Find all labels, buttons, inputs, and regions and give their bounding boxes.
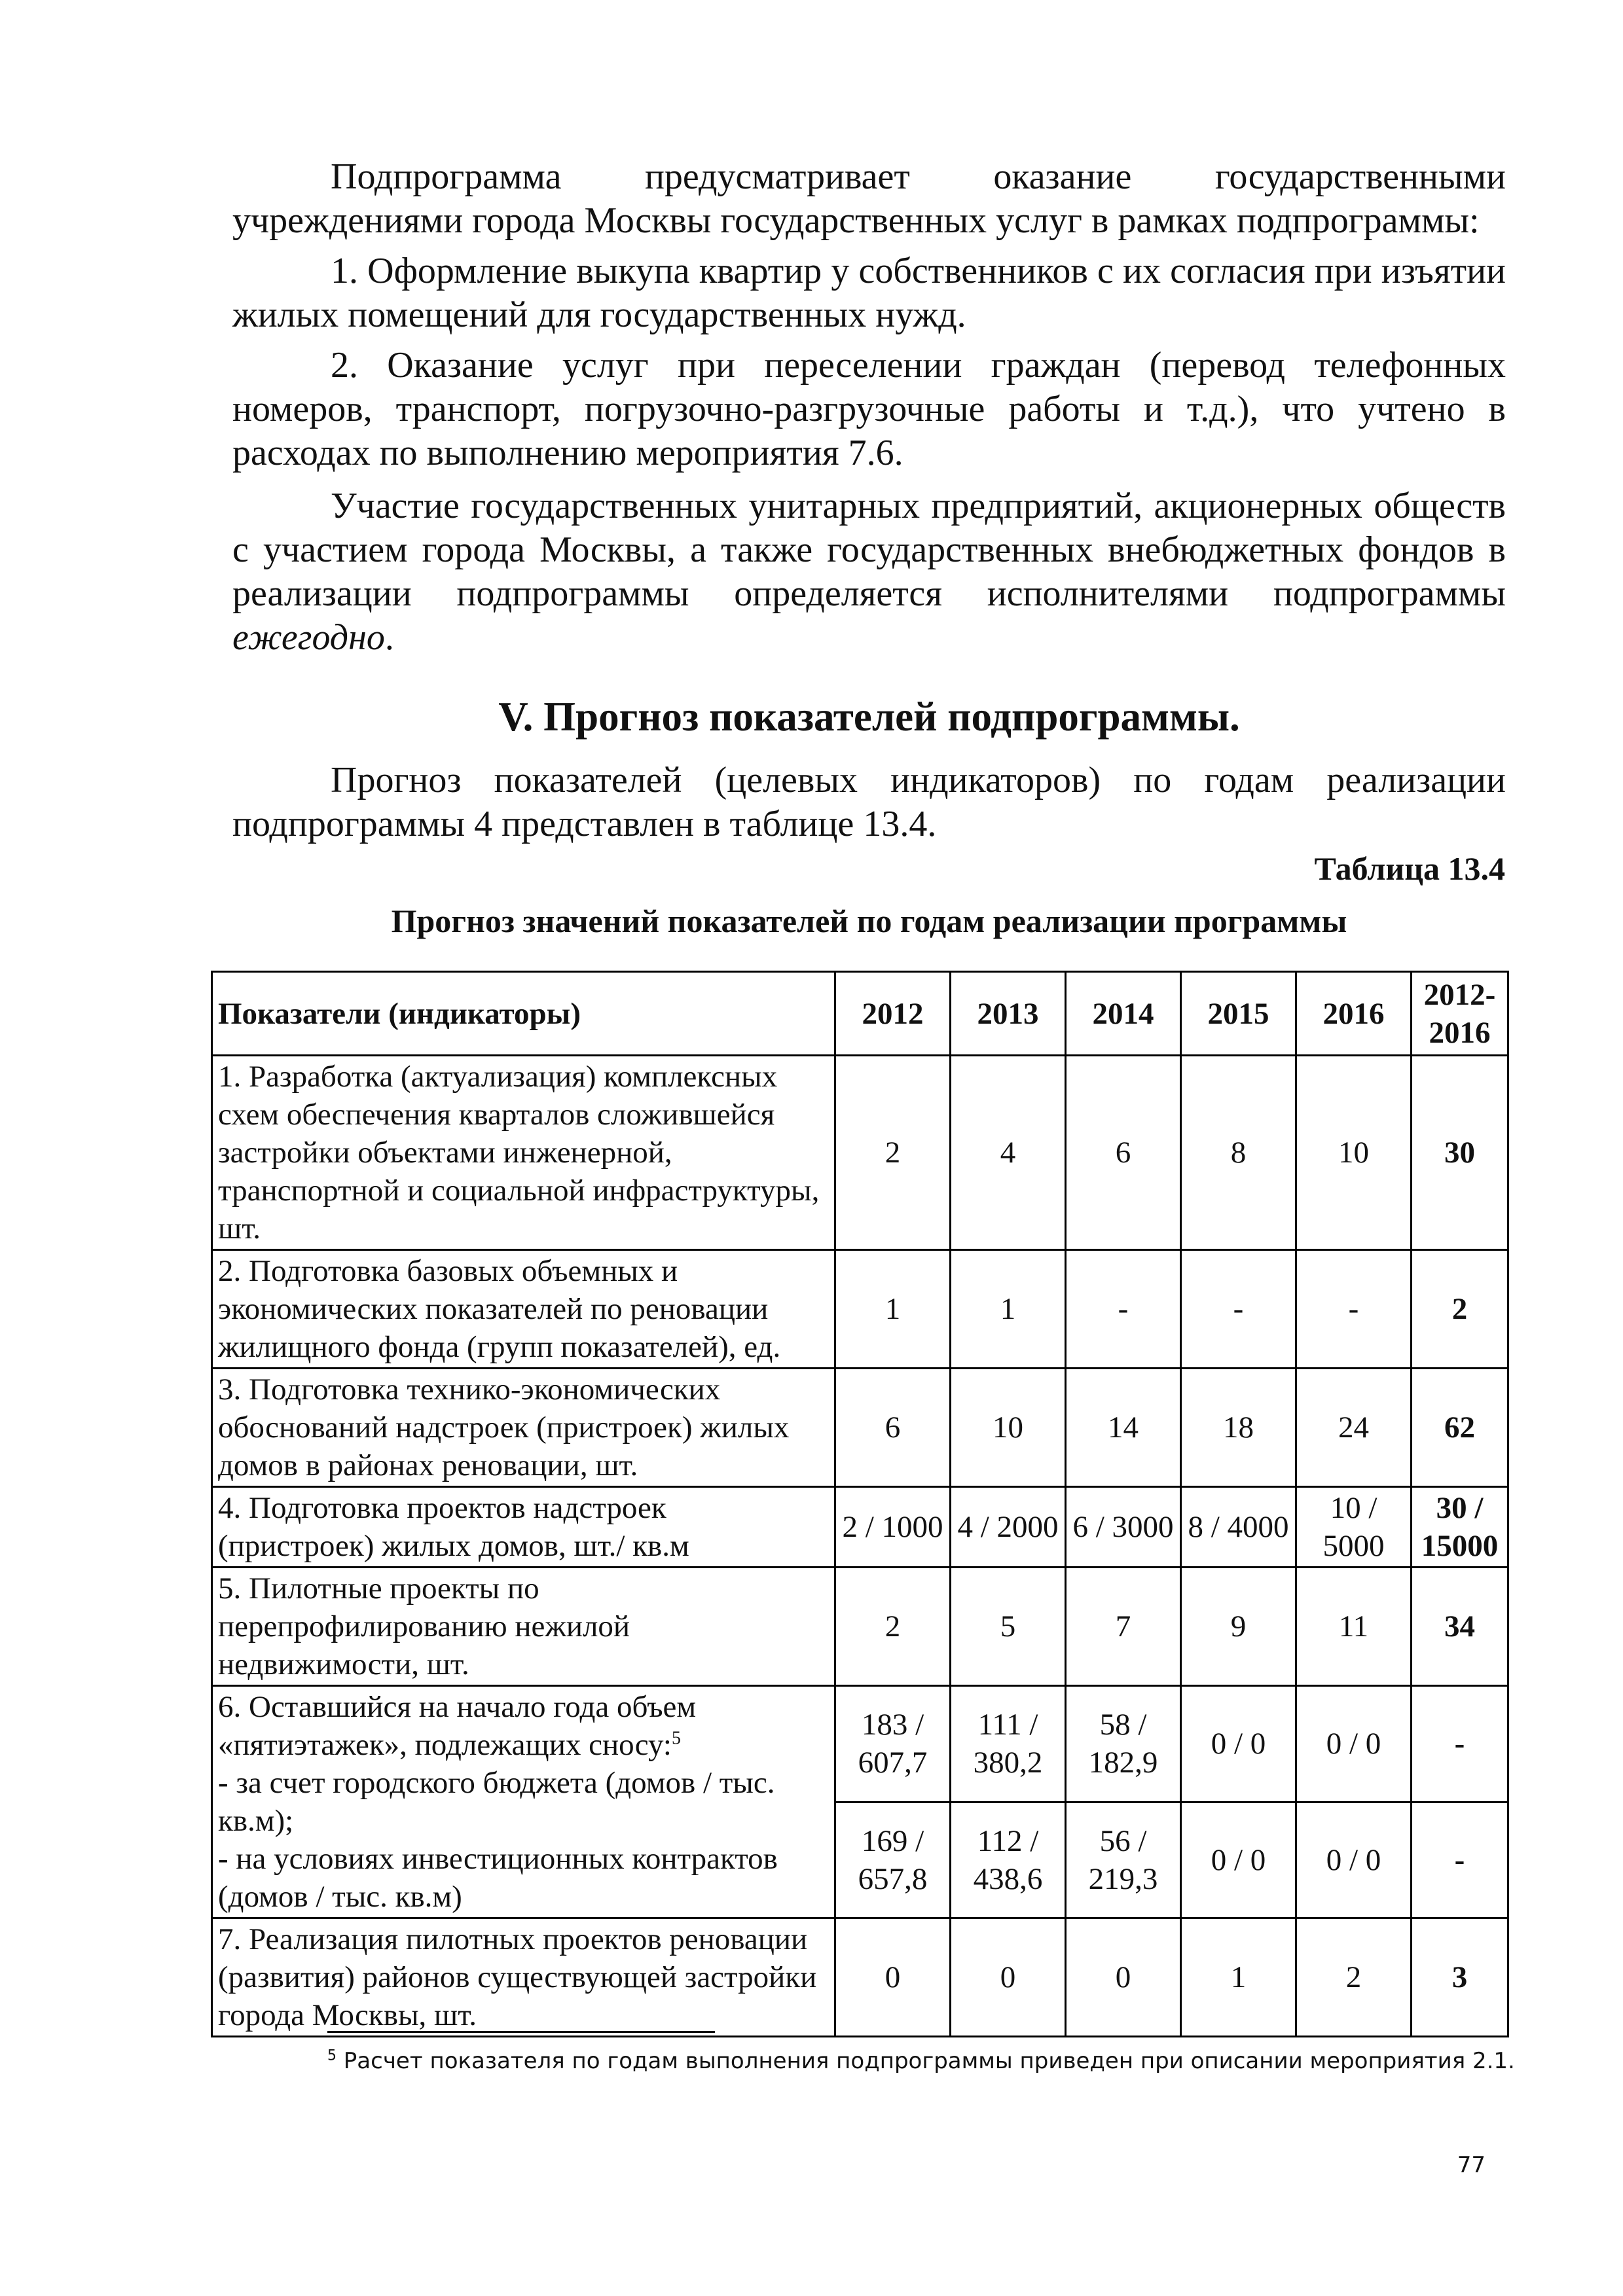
row-6b-2014: 56 / 219,3 xyxy=(1066,1802,1181,1918)
row-5-2016: 11 xyxy=(1296,1568,1412,1686)
row-7-total: 3 xyxy=(1412,1918,1508,2037)
footnote-mark: 5 xyxy=(327,2047,337,2064)
header-total: 2012-2016 xyxy=(1412,972,1508,1056)
row-1-2014: 6 xyxy=(1066,1056,1181,1250)
row-7-2016: 2 xyxy=(1296,1918,1412,2037)
row-6-footnote-mark: 5 xyxy=(671,1728,681,1749)
section-title: V. Прогноз показателей подпрограммы. xyxy=(498,694,1240,740)
row-6b-total: - xyxy=(1412,1802,1508,1918)
row-7-2015: 1 xyxy=(1181,1918,1296,2037)
row-6b-2012: 169 / 657,8 xyxy=(835,1802,951,1918)
row-6b-2015: 0 / 0 xyxy=(1181,1802,1296,1918)
row-3-2016: 24 xyxy=(1296,1369,1412,1487)
table-row xyxy=(212,1568,1508,1686)
row-1-indicator: 1. Разработка (актуализация) комплексных схем обеспечения кварталов сложившейся застройки объектами инженерной, транспортной и социальной инфраструктуры, шт. xyxy=(212,1056,835,1250)
row-2-2014: - xyxy=(1066,1250,1181,1369)
row-2-2012: 1 xyxy=(835,1250,951,1369)
row-7-2014: 0 xyxy=(1066,1918,1181,2037)
row-6a-total: - xyxy=(1412,1686,1508,1803)
row-1-2012: 2 xyxy=(835,1056,951,1250)
paragraph-participation-italic: ежегодно xyxy=(232,617,385,658)
row-4-indicator: 4. Подготовка проектов надстроек (пристроек) жилых домов, шт./ кв.м xyxy=(212,1487,835,1568)
table-title: Прогноз значений показателей по годам реализации программы xyxy=(391,903,1347,939)
row-2-indicator: 2. Подготовка базовых объемных и экономических показателей по реновации жилищного фонда (групп показателей), ед. xyxy=(212,1250,835,1369)
paragraph-item-1: 1. Оформление выкупа квартир у собственников с их согласия при изъятии жилых помещений для государственных нужд. xyxy=(232,251,1506,335)
row-6a-2012: 183 / 607,7 xyxy=(835,1686,951,1803)
row-5-indicator: 5. Пилотные проекты по перепрофилированию нежилой недвижимости, шт. xyxy=(212,1568,835,1686)
row-4-2016: 10 / 5000 xyxy=(1296,1487,1412,1568)
paragraph-participation-text: Участие государственных унитарных предприятий, акционерных обществ с участием города Москвы, а также государственных внебюджетных фондов в реализации подпрограммы определяется исполнителями подпрограммы xyxy=(232,486,1506,614)
footnote-divider xyxy=(327,2031,715,2033)
row-6a-2016: 0 / 0 xyxy=(1296,1686,1412,1803)
row-4-2013: 4 / 2000 xyxy=(951,1487,1066,1568)
table-row xyxy=(212,1369,1508,1487)
row-4-total: 30 / 15000 xyxy=(1412,1487,1508,1568)
row-3-2014: 14 xyxy=(1066,1369,1181,1487)
row-1-total: 30 xyxy=(1412,1056,1508,1250)
row-4-2014: 6 / 3000 xyxy=(1066,1487,1181,1568)
page-number: 77 xyxy=(1457,2152,1486,2178)
indicators-table xyxy=(211,971,1509,2037)
row-3-2012: 6 xyxy=(835,1369,951,1487)
row-3-2013: 10 xyxy=(951,1369,1066,1487)
row-6-indicator-city-budget: - за счет городского бюджета (домов / тыс. кв.м); xyxy=(218,1766,775,1838)
row-3-indicator: 3. Подготовка технико-экономических обоснований надстроек (пристроек) жилых домов в районах реновации, шт. xyxy=(212,1369,835,1487)
row-3-2015: 18 xyxy=(1181,1369,1296,1487)
paragraph-forecast-intro: Прогноз показателей (целевых индикаторов) по годам реализации подпрограммы 4 представлен в таблице 13.4. xyxy=(232,760,1506,844)
row-2-2016: - xyxy=(1296,1250,1412,1369)
table-row xyxy=(212,1918,1508,2037)
header-indicator: Показатели (индикаторы) xyxy=(212,972,835,1056)
row-4-2012: 2 / 1000 xyxy=(835,1487,951,1568)
footnote xyxy=(327,2045,1539,2077)
row-1-2016: 10 xyxy=(1296,1056,1412,1250)
header-2014: 2014 xyxy=(1066,972,1181,1056)
table-row xyxy=(212,1686,1508,1803)
row-6a-2015: 0 / 0 xyxy=(1181,1686,1296,1803)
row-6b-2013: 112 / 438,6 xyxy=(951,1802,1066,1918)
row-4-2015: 8 / 4000 xyxy=(1181,1487,1296,1568)
row-2-2013: 1 xyxy=(951,1250,1066,1369)
footnote-text: Расчет показателя по годам выполнения подпрограммы приведен при описании мероприятия 2.1. xyxy=(337,2048,1515,2074)
row-6a-2013: 111 / 380,2 xyxy=(951,1686,1066,1803)
header-2013: 2013 xyxy=(951,972,1066,1056)
row-6-indicator xyxy=(212,1686,835,1918)
header-2016: 2016 xyxy=(1296,972,1412,1056)
row-6b-2016: 0 / 0 xyxy=(1296,1802,1412,1918)
paragraph-participation xyxy=(232,484,1506,660)
table-row xyxy=(212,1487,1508,1568)
table-row xyxy=(212,1250,1508,1369)
header-2015: 2015 xyxy=(1181,972,1296,1056)
row-2-total: 2 xyxy=(1412,1250,1508,1369)
row-7-2012: 0 xyxy=(835,1918,951,2037)
row-5-2014: 7 xyxy=(1066,1568,1181,1686)
row-5-2015: 9 xyxy=(1181,1568,1296,1686)
row-1-2015: 8 xyxy=(1181,1056,1296,1250)
row-5-2013: 5 xyxy=(951,1568,1066,1686)
paragraph-participation-end: . xyxy=(384,617,394,658)
row-5-2012: 2 xyxy=(835,1568,951,1686)
row-1-2013: 4 xyxy=(951,1056,1066,1250)
header-2012: 2012 xyxy=(835,972,951,1056)
row-3-total: 62 xyxy=(1412,1369,1508,1487)
row-6-indicator-text: 6. Оставшийся на начало года объем «пятиэтажек», подлежащих сносу: xyxy=(218,1690,697,1762)
row-5-total: 34 xyxy=(1412,1568,1508,1686)
paragraph-item-2: 2. Оказание услуг при переселении граждан (перевод телефонных номеров, транспорт, погрузочно-разгрузочные работы и т.д.), что учтено в расходах по выполнению мероприятия 7.6. xyxy=(232,345,1506,473)
row-7-indicator: 7. Реализация пилотных проектов реновации (развития) районов существующей застройки города Москвы, шт. xyxy=(212,1918,835,2037)
row-2-2015: - xyxy=(1181,1250,1296,1369)
row-7-2013: 0 xyxy=(951,1918,1066,2037)
row-6-indicator-investment: - на условиях инвестиционных контрактов (домов / тыс. кв.м) xyxy=(218,1842,778,1914)
row-6-indicator-main xyxy=(218,1688,829,1764)
table-number: Таблица 13.4 xyxy=(1314,850,1505,887)
row-6a-2014: 58 / 182,9 xyxy=(1066,1686,1181,1803)
table-header-row xyxy=(212,972,1508,1056)
table-row xyxy=(212,1056,1508,1250)
paragraph-services-intro: Подпрограмма предусматривает оказание государственными учреждениями города Москвы государственных услуг в рамках подпрограммы: xyxy=(232,156,1506,241)
